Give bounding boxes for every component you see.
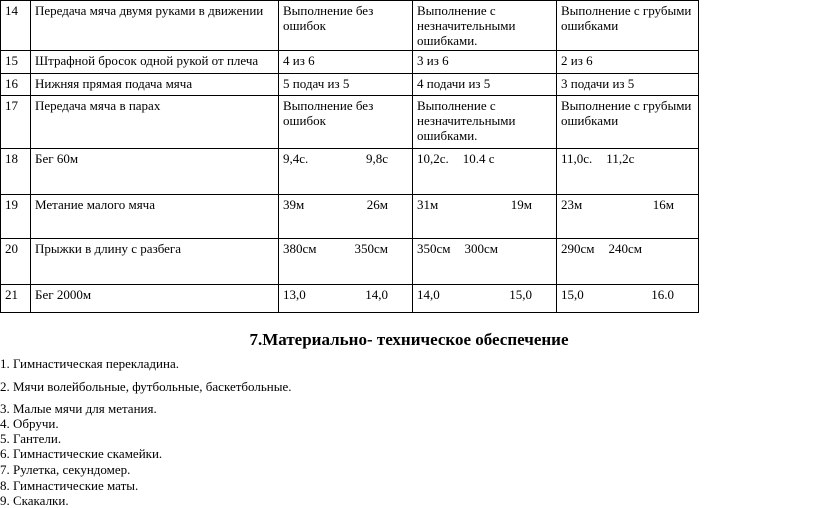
list-item: 7. Рулетка, секундомер.: [0, 462, 131, 477]
exercise-name: Бег 2000м: [31, 285, 279, 313]
grade-satisfactory: 3 подачи из 5: [557, 74, 699, 96]
grade-boys: 23м: [561, 197, 583, 212]
grade-boys: 13,0: [283, 287, 306, 302]
grade-good: [413, 285, 557, 313]
table-row: [1, 285, 699, 313]
grade-excellent: Выполнение без ошибок: [279, 1, 413, 51]
grade-satisfactory: [557, 285, 699, 313]
grade-girls: 9,8с: [365, 151, 388, 166]
grade-good: 3 из 6: [413, 51, 557, 74]
grade-excellent: [279, 149, 413, 195]
grade-excellent: 4 из 6: [279, 51, 413, 74]
grade-excellent: 5 подач из 5: [279, 74, 413, 96]
grade-girls: 350см: [354, 241, 388, 256]
list-item: 5. Гантели.: [0, 431, 62, 446]
grade-satisfactory: 2 из 6: [557, 51, 699, 74]
grade-boys: 31м: [417, 197, 439, 212]
table-row: [1, 51, 699, 74]
grade-good: Выполнение с незначительными ошибками.: [413, 96, 557, 149]
grade-boys: 15,0: [561, 287, 584, 302]
grade-girls: 11,2с: [606, 151, 635, 166]
grade-boys: 11,0с.: [561, 151, 593, 166]
table-row: [1, 239, 699, 285]
grade-girls: 19м: [510, 197, 532, 212]
grade-girls: 240см: [608, 241, 642, 256]
grade-girls: 26м: [366, 197, 388, 212]
exercise-name: Прыжки в длину с разбега: [31, 239, 279, 285]
row-number: 19: [1, 195, 31, 239]
grade-satisfactory: Выполнение с грубыми ошибками: [557, 96, 699, 149]
list-item: 2. Мячи волейбольные, футбольные, баскетбольные.: [0, 379, 292, 394]
grade-excellent: [279, 195, 413, 239]
row-number: 20: [1, 239, 31, 285]
grade-boys: 380см: [283, 241, 317, 256]
exercise-name: Нижняя прямая подача мяча: [31, 74, 279, 96]
grade-girls: 300см: [464, 241, 498, 256]
row-number: 15: [1, 51, 31, 74]
section-title: 7.Материально- техническое обеспечение: [249, 330, 569, 349]
grade-good: Выполнение с незначительными ошибками.: [413, 1, 557, 51]
grade-satisfactory: [557, 149, 699, 195]
grade-good: 4 подачи из 5: [413, 74, 557, 96]
table-row: [1, 1, 699, 51]
exercise-name: Метание малого мяча: [31, 195, 279, 239]
grade-good: [413, 149, 557, 195]
table-row: [1, 195, 699, 239]
list-item: 8. Гимнастические маты.: [0, 478, 139, 493]
grade-satisfactory: [557, 239, 699, 285]
grade-boys: 14,0: [417, 287, 440, 302]
row-number: 17: [1, 96, 31, 149]
grade-boys: 9,4с.: [283, 151, 309, 166]
grade-girls: 14,0: [365, 287, 388, 302]
list-item: 3. Малые мячи для метания.: [0, 401, 157, 416]
list-item: 6. Гимнастические скамейки.: [0, 446, 163, 461]
exercise-name: Бег 60м: [31, 149, 279, 195]
grade-satisfactory: [557, 195, 699, 239]
grade-girls: 10.4 с: [462, 151, 495, 166]
grade-boys: 10,2с.: [417, 151, 449, 166]
grade-girls: 15,0: [509, 287, 532, 302]
row-number: 14: [1, 1, 31, 51]
list-item: 1. Гимнастическая перекладина.: [0, 356, 179, 371]
table-row: [1, 74, 699, 96]
list-item: 9. Скакалки.: [0, 493, 69, 508]
row-number: 16: [1, 74, 31, 96]
grade-excellent: [279, 285, 413, 313]
grade-satisfactory: Выполнение с грубыми ошибками: [557, 1, 699, 51]
table-row: [1, 149, 699, 195]
grade-boys: 290см: [561, 241, 595, 256]
grade-excellent: [279, 239, 413, 285]
list-item: 4. Обручи.: [0, 416, 59, 431]
grade-boys: 350см: [417, 241, 451, 256]
grade-good: [413, 239, 557, 285]
grade-good: [413, 195, 557, 239]
exercise-name: Штрафной бросок одной рукой от плеча: [31, 51, 279, 74]
grade-girls: 16м: [652, 197, 674, 212]
exercise-name: Передача мяча в парах: [31, 96, 279, 149]
grade-boys: 39м: [283, 197, 305, 212]
exercise-name: Передача мяча двумя руками в движении: [31, 1, 279, 51]
table-row: [1, 96, 699, 149]
row-number: 21: [1, 285, 31, 313]
grade-girls: 16.0: [651, 287, 674, 302]
grade-excellent: Выполнение без ошибок: [279, 96, 413, 149]
row-number: 18: [1, 149, 31, 195]
